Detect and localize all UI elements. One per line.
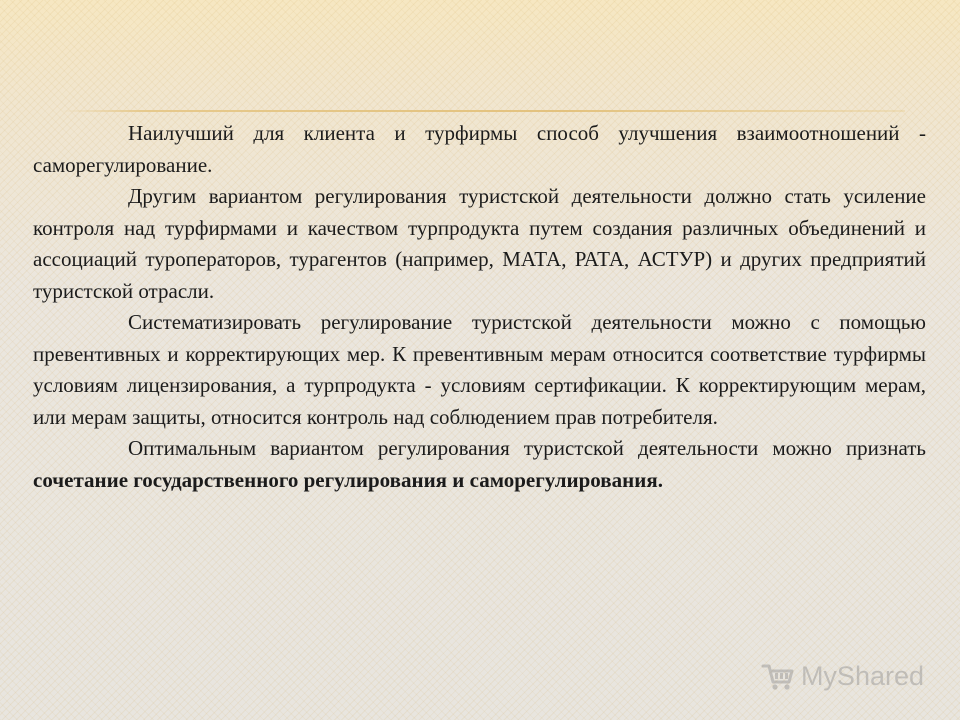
paragraph-4: [33, 433, 926, 496]
paragraph-4-plain: Оптимальным вариантом регулирования туристской деятельности можно признать: [128, 436, 926, 460]
paragraph-3: Систематизировать регулирование туристской деятельности можно с помощью превентивных и корректирующих мер. К превентивным мерам относится соответствие турфирмы условиям лицензирования, а турпродукта - условиям сертификации. К корректирующим мерам, или мерам защиты, относится контроль над соблюдением прав потребителя.: [33, 310, 926, 429]
slide-body: [33, 118, 926, 496]
shopping-cart-icon: [761, 662, 795, 692]
decorative-rule: [60, 110, 905, 112]
paragraph-1: Наилучший для клиента и турфирмы способ улучшения взаимоотношений - саморегулирование.: [33, 121, 926, 177]
watermark: [761, 661, 924, 692]
watermark-text: MyShared: [800, 661, 924, 691]
paragraph-4-bold: сочетание государственного регулирования и саморегулирования.: [33, 467, 663, 492]
paragraph-2: Другим вариантом регулирования туристской деятельности должно стать усиление контроля над турфирмами и качеством турпродукта путем создания различных объединений и ассоциаций туроператоров, турагентов (например, МАТА, РАТА, АСТУР) и других предприятий туристской отрасли.: [33, 184, 926, 303]
